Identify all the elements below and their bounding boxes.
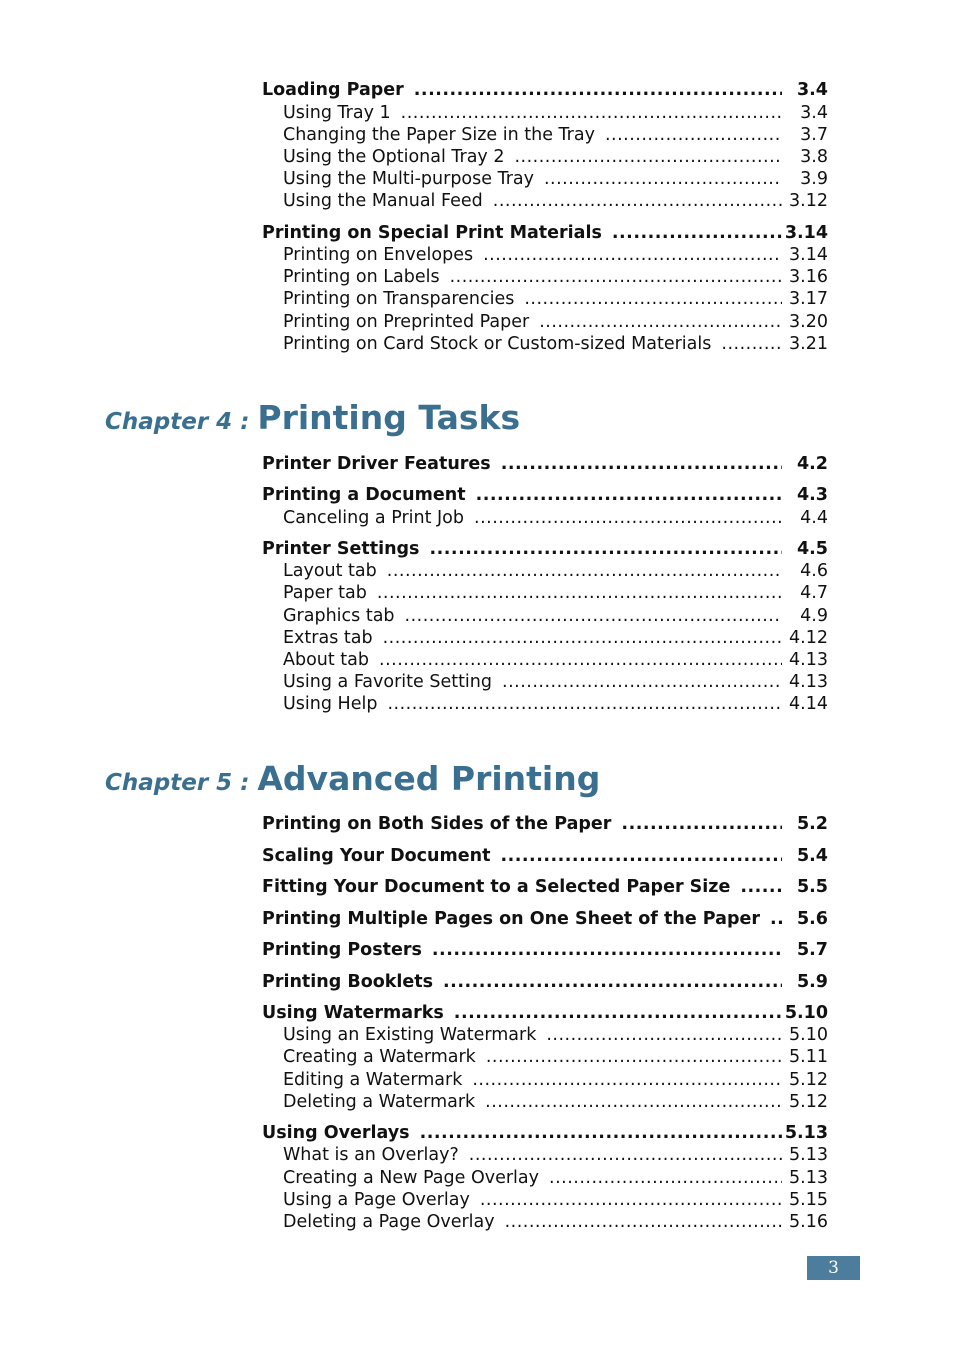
dot-leader — [491, 453, 782, 475]
toc-entry-title: Deleting a Watermark — [283, 1092, 476, 1112]
toc-entry-title: Printing on Labels — [283, 267, 440, 287]
toc-entry-page: 4.13 — [789, 672, 828, 692]
toc-entry-title: Using the Multi-purpose Tray — [283, 169, 534, 189]
dot-leader — [475, 1091, 782, 1113]
dot-leader — [495, 1211, 782, 1233]
toc-entry[interactable] — [283, 1069, 828, 1091]
toc-entry[interactable] — [262, 845, 828, 867]
toc-entry[interactable] — [283, 1091, 828, 1113]
dot-leader — [534, 168, 782, 190]
toc-entry-page: 5.6 — [796, 909, 828, 929]
toc-entry-page: 4.7 — [800, 583, 828, 603]
toc-entry-title: Using Overlays — [262, 1123, 410, 1143]
chapter-label: Chapter 4 : — [105, 409, 250, 435]
toc-entry-page: 5.4 — [796, 846, 828, 866]
toc-entry[interactable] — [283, 1189, 828, 1211]
dot-leader — [514, 288, 782, 310]
toc-entry-title: About tab — [283, 650, 369, 670]
toc-entry-title: Printing on Special Print Materials — [262, 223, 602, 243]
toc-entry-title: Printing on Card Stock or Custom-sized Materials — [283, 334, 712, 354]
toc-entry-title: Printing on Both Sides of the Paper — [262, 814, 612, 834]
toc-entry-title: Fitting Your Document to a Selected Paper Size — [262, 877, 731, 897]
toc-entry-title: Canceling a Print Job — [283, 508, 464, 528]
toc-entry-page: 4.3 — [796, 485, 828, 505]
toc-entry-page: 3.20 — [789, 312, 828, 332]
toc-entry-title: Using Watermarks — [262, 1003, 444, 1023]
toc-entry-page: 5.16 — [789, 1212, 828, 1232]
page-number-badge: 3 — [807, 1256, 860, 1280]
toc-entry-title: Extras tab — [283, 628, 373, 648]
dot-leader — [602, 222, 782, 244]
chapter-title: Printing Tasks — [257, 398, 521, 437]
dot-leader — [373, 627, 782, 649]
dot-leader — [611, 813, 782, 835]
toc-entry[interactable] — [283, 507, 828, 529]
chapter-title: Advanced Printing — [257, 759, 601, 798]
toc-entry[interactable] — [283, 1046, 828, 1068]
toc-entry-page: 3.17 — [789, 289, 828, 309]
toc-entry[interactable] — [283, 1167, 828, 1189]
toc-entry[interactable] — [283, 605, 828, 627]
toc-entry[interactable] — [283, 1211, 828, 1233]
chapter-heading — [105, 759, 600, 798]
dot-leader — [459, 1144, 782, 1166]
toc-entry-title: Using the Optional Tray 2 — [283, 147, 505, 167]
toc-entry[interactable] — [283, 146, 828, 168]
dot-leader — [483, 190, 782, 212]
toc-entry-page: 4.13 — [789, 650, 828, 670]
toc-entry-page: 3.12 — [789, 191, 828, 211]
toc-entry-page: 3.4 — [796, 80, 828, 100]
toc-entry-page: 3.21 — [789, 334, 828, 354]
toc-entry[interactable] — [283, 1024, 828, 1046]
toc-entry-page: 5.10 — [784, 1003, 828, 1023]
toc-entry[interactable] — [283, 560, 828, 582]
toc-entry-title: Printing a Document — [262, 485, 466, 505]
toc-entry-page: 5.11 — [789, 1047, 828, 1067]
dot-leader — [529, 311, 782, 333]
toc-entry-title: Using the Manual Feed — [283, 191, 483, 211]
toc-entry-page: 3.4 — [800, 103, 828, 123]
toc-entry-title: What is an Overlay? — [283, 1145, 459, 1165]
dot-leader — [536, 1024, 782, 1046]
toc-entry-title: Printing on Preprinted Paper — [283, 312, 530, 332]
toc-entry-page: 3.14 — [789, 245, 828, 265]
dot-leader — [369, 649, 782, 671]
toc-entry-page: 5.9 — [796, 972, 828, 992]
toc-entry-page: 3.16 — [789, 267, 828, 287]
dot-leader — [539, 1167, 782, 1189]
toc-entry-page: 5.12 — [789, 1092, 828, 1112]
toc-entry-title: Printing on Envelopes — [283, 245, 474, 265]
toc-entry[interactable] — [283, 311, 828, 333]
toc-entry[interactable] — [262, 453, 828, 475]
chapter-heading — [105, 398, 520, 437]
toc-entry-title: Loading Paper — [262, 80, 404, 100]
toc-entry[interactable] — [283, 266, 828, 288]
toc-entry[interactable] — [283, 190, 828, 212]
toc-entry[interactable] — [262, 222, 828, 244]
dot-leader — [444, 1002, 782, 1024]
toc-entry-title: Printing Posters — [262, 940, 422, 960]
dot-leader — [760, 908, 782, 930]
toc-entry-page: 5.12 — [789, 1070, 828, 1090]
toc-entry-page: 4.9 — [800, 606, 828, 626]
toc-entry-page: 4.2 — [796, 454, 828, 474]
dot-leader — [466, 484, 782, 506]
toc-entry[interactable] — [262, 484, 828, 506]
toc-entry[interactable] — [262, 876, 828, 898]
dot-leader — [377, 560, 782, 582]
toc-entry-page: 4.14 — [789, 694, 828, 714]
dot-leader — [395, 605, 782, 627]
dot-leader — [410, 1122, 782, 1144]
toc-entry[interactable] — [283, 333, 828, 355]
toc-entry-title: Deleting a Page Overlay — [283, 1212, 495, 1232]
dot-leader — [711, 333, 782, 355]
toc-entry[interactable] — [262, 538, 828, 560]
toc-entry-title: Scaling Your Document — [262, 846, 491, 866]
toc-entry-page: 5.15 — [789, 1190, 828, 1210]
toc-entry-title: Creating a New Page Overlay — [283, 1168, 539, 1188]
toc-entry-title: Using a Page Overlay — [283, 1190, 470, 1210]
toc-entry[interactable] — [262, 1002, 828, 1024]
toc-entry[interactable] — [283, 582, 828, 604]
toc-entry[interactable] — [283, 693, 828, 715]
toc-entry[interactable] — [262, 971, 828, 993]
toc-entry[interactable] — [262, 908, 828, 930]
dot-leader — [404, 79, 782, 101]
toc-entry-title: Printer Settings — [262, 539, 420, 559]
toc-entry[interactable] — [262, 813, 828, 835]
toc-entry-page: 5.7 — [796, 940, 828, 960]
toc-entry-title: Printer Driver Features — [262, 454, 491, 474]
toc-entry-page: 3.14 — [784, 223, 828, 243]
toc-entry-page: 5.13 — [789, 1168, 828, 1188]
toc-entry-page: 4.4 — [800, 508, 828, 528]
toc-entry-title: Using Tray 1 — [283, 103, 391, 123]
toc-entry-page: 3.9 — [800, 169, 828, 189]
dot-leader — [433, 971, 782, 993]
toc-entry-page: 5.5 — [796, 877, 828, 897]
toc-entry-title: Layout tab — [283, 561, 377, 581]
toc-entry-title: Printing on Transparencies — [283, 289, 515, 309]
dot-leader — [730, 876, 782, 898]
dot-leader — [422, 939, 782, 961]
toc-entry[interactable] — [283, 124, 828, 146]
toc-entry-title: Using Help — [283, 694, 378, 714]
toc-entry-page: 5.10 — [789, 1025, 828, 1045]
toc-entry-title: Printing Multiple Pages on One Sheet of the Paper — [262, 909, 760, 929]
toc-entry[interactable] — [262, 939, 828, 961]
toc-entry[interactable] — [283, 168, 828, 190]
dot-leader — [492, 671, 782, 693]
toc-entry-title: Using an Existing Watermark — [283, 1025, 537, 1045]
dot-leader — [470, 1189, 782, 1211]
dot-leader — [462, 1069, 782, 1091]
toc-entry[interactable] — [283, 288, 828, 310]
toc-entry[interactable] — [283, 671, 828, 693]
dot-leader — [473, 244, 782, 266]
dot-leader — [419, 538, 782, 560]
dot-leader — [391, 102, 782, 124]
toc-entry-page: 5.2 — [796, 814, 828, 834]
toc-entry-title: Editing a Watermark — [283, 1070, 463, 1090]
toc-entry[interactable] — [283, 244, 828, 266]
toc-entry-page: 5.13 — [789, 1145, 828, 1165]
toc-entry-page: 4.12 — [789, 628, 828, 648]
dot-leader — [595, 124, 782, 146]
toc-entry-page: 4.6 — [800, 561, 828, 581]
toc-entry[interactable] — [283, 649, 828, 671]
dot-leader — [504, 146, 782, 168]
dot-leader — [440, 266, 782, 288]
toc-entry[interactable] — [262, 79, 828, 101]
toc-entry-title: Printing Booklets — [262, 972, 434, 992]
toc-entry-page: 3.8 — [800, 147, 828, 167]
dot-leader — [367, 582, 782, 604]
toc-entry[interactable] — [283, 102, 828, 124]
dot-leader — [464, 507, 782, 529]
toc-entry-title: Using a Favorite Setting — [283, 672, 492, 692]
toc-entry-title: Creating a Watermark — [283, 1047, 476, 1067]
toc-entry[interactable] — [283, 627, 828, 649]
toc-entry[interactable] — [283, 1144, 828, 1166]
toc-entry-page: 3.7 — [800, 125, 828, 145]
toc-entry[interactable] — [262, 1122, 828, 1144]
chapter-label: Chapter 5 : — [105, 770, 250, 796]
dot-leader — [476, 1046, 782, 1068]
dot-leader — [377, 693, 782, 715]
toc-entry-page: 5.13 — [784, 1123, 828, 1143]
dot-leader — [490, 845, 782, 867]
toc-entry-title: Graphics tab — [283, 606, 395, 626]
toc-entry-title: Paper tab — [283, 583, 367, 603]
toc-entry-page: 4.5 — [796, 539, 828, 559]
toc-entry-title: Changing the Paper Size in the Tray — [283, 125, 595, 145]
